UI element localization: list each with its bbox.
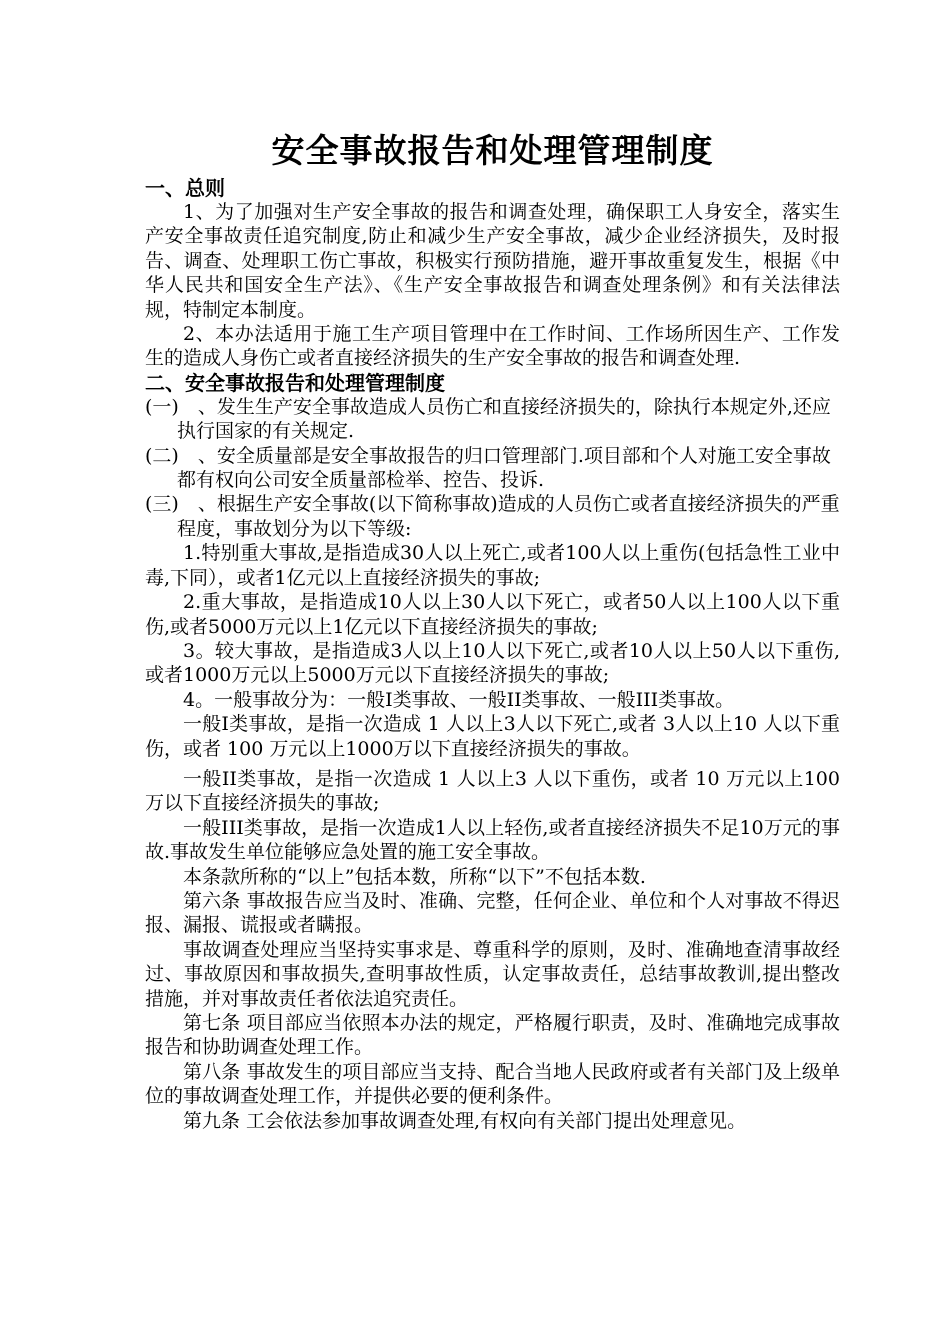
paragraph: 一般II类事故，是指一次造成 1 人以上3 人以下重伤，或者 10 万元以上100 万以下直接经济损失的事故;	[145, 767, 840, 815]
paragraph: 第八条 事故发生的项目部应当支持、配合当地人民政府或者有关部门及上级单位的事故调查处理工作，并提供必要的便利条件。	[145, 1060, 840, 1108]
paragraph: 2.重大事故，是指造成10人以上30人以下死亡，或者50人以上100人以下重伤,或者5000万元以上1亿元以下直接经济损失的事故;	[145, 591, 840, 638]
paragraph: 第七条 项目部应当依照本办法的规定，严格履行职责，及时、准确地完成事故报告和协助调查处理工作。	[145, 1012, 840, 1059]
paragraph: 4。一般事故分为：一般I类事故、一般II类事故、一般III类事故。	[183, 688, 735, 711]
paragraph: 一般I类事故，是指一次造成 1 人以上3人以下死亡,或者 3人以上10 人以下重伤，或者 100 万元以上1000万以下直接经济损失的事故。	[145, 713, 840, 760]
document-title: 安全事故报告和处理管理制度	[271, 131, 714, 170]
document-page	[145, 128, 840, 1133]
list-item: (三) 、根据生产安全事故(以下简称事故)造成的人员伤亡或者直接经济损失的严重程度，事故划分为以下等级:	[145, 493, 840, 540]
section-heading-general: 一、总则	[145, 176, 225, 200]
paragraph: 1.特别重大事故,是指造成30人以上死亡,或者100人以上重伤(包括急性工业中毒,下同），或者1亿元以上直接经济损失的事故;	[145, 542, 840, 589]
section-heading-management: 二、安全事故报告和处理管理制度	[145, 370, 445, 395]
paragraph: 一般III类事故，是指一次造成1人以上轻伤,或者直接经济损失不足10万元的事故.事故发生单位能够应急处置的施工安全事故。	[145, 816, 840, 864]
paragraph: 3。较大事故，是指造成3人以上10人以下死亡,或者10人以上50人以下重伤,或者1000万元以上5000万元以下直接经济损失的事故;	[145, 639, 840, 687]
paragraph: 第九条 工会依法参加事故调查处理,有权向有关部门提出处理意见。	[183, 1109, 747, 1132]
paragraph: 本条款所称的“以上”包括本数，所称“以下”不包括本数.	[183, 865, 646, 888]
paragraph: 1、为了加强对生产安全事故的报告和调查处理，确保职工人身安全，落实生产安全事故责任追究制度,防止和减少生产安全事故，减少企业经济损失，及时报告、调查、处理职工伤亡事故，积极实行预防措施，避开事故重复发生，根据《中华人民共和国安全生产法》、《生产安全事故报告和调查处理条例》和有关法律法规，特制定本制度。	[145, 201, 840, 321]
list-item: (二) 、安全质量部是安全事故报告的归口管理部门.项目部和个人对施工安全事故都有权向公司安全质量部检举、控告、投诉.	[145, 444, 831, 492]
paragraph: 事故调查处理应当坚持实事求是、尊重科学的原则，及时、准确地查清事故经过、事故原因和事故损失,查明事故性质，认定事故责任，总结事故教训,提出整改措施，并对事故责任者依法追究责任。	[145, 938, 840, 1010]
list-item: (一) 、发生生产安全事故造成人员伤亡和直接经济损失的，除执行本规定外,还应执行国家的有关规定.	[145, 395, 831, 443]
paragraph: 第六条 事故报告应当及时、准确、完整，任何企业、单位和个人对事故不得迟报、漏报、谎报或者瞒报。	[145, 889, 840, 937]
paragraph: 2、本办法适用于施工生产项目管理中在工作时间、工作场所因生产、工作发生的造成人身伤亡或者直接经济损失的生产安全事故的报告和调查处理.	[145, 323, 840, 370]
